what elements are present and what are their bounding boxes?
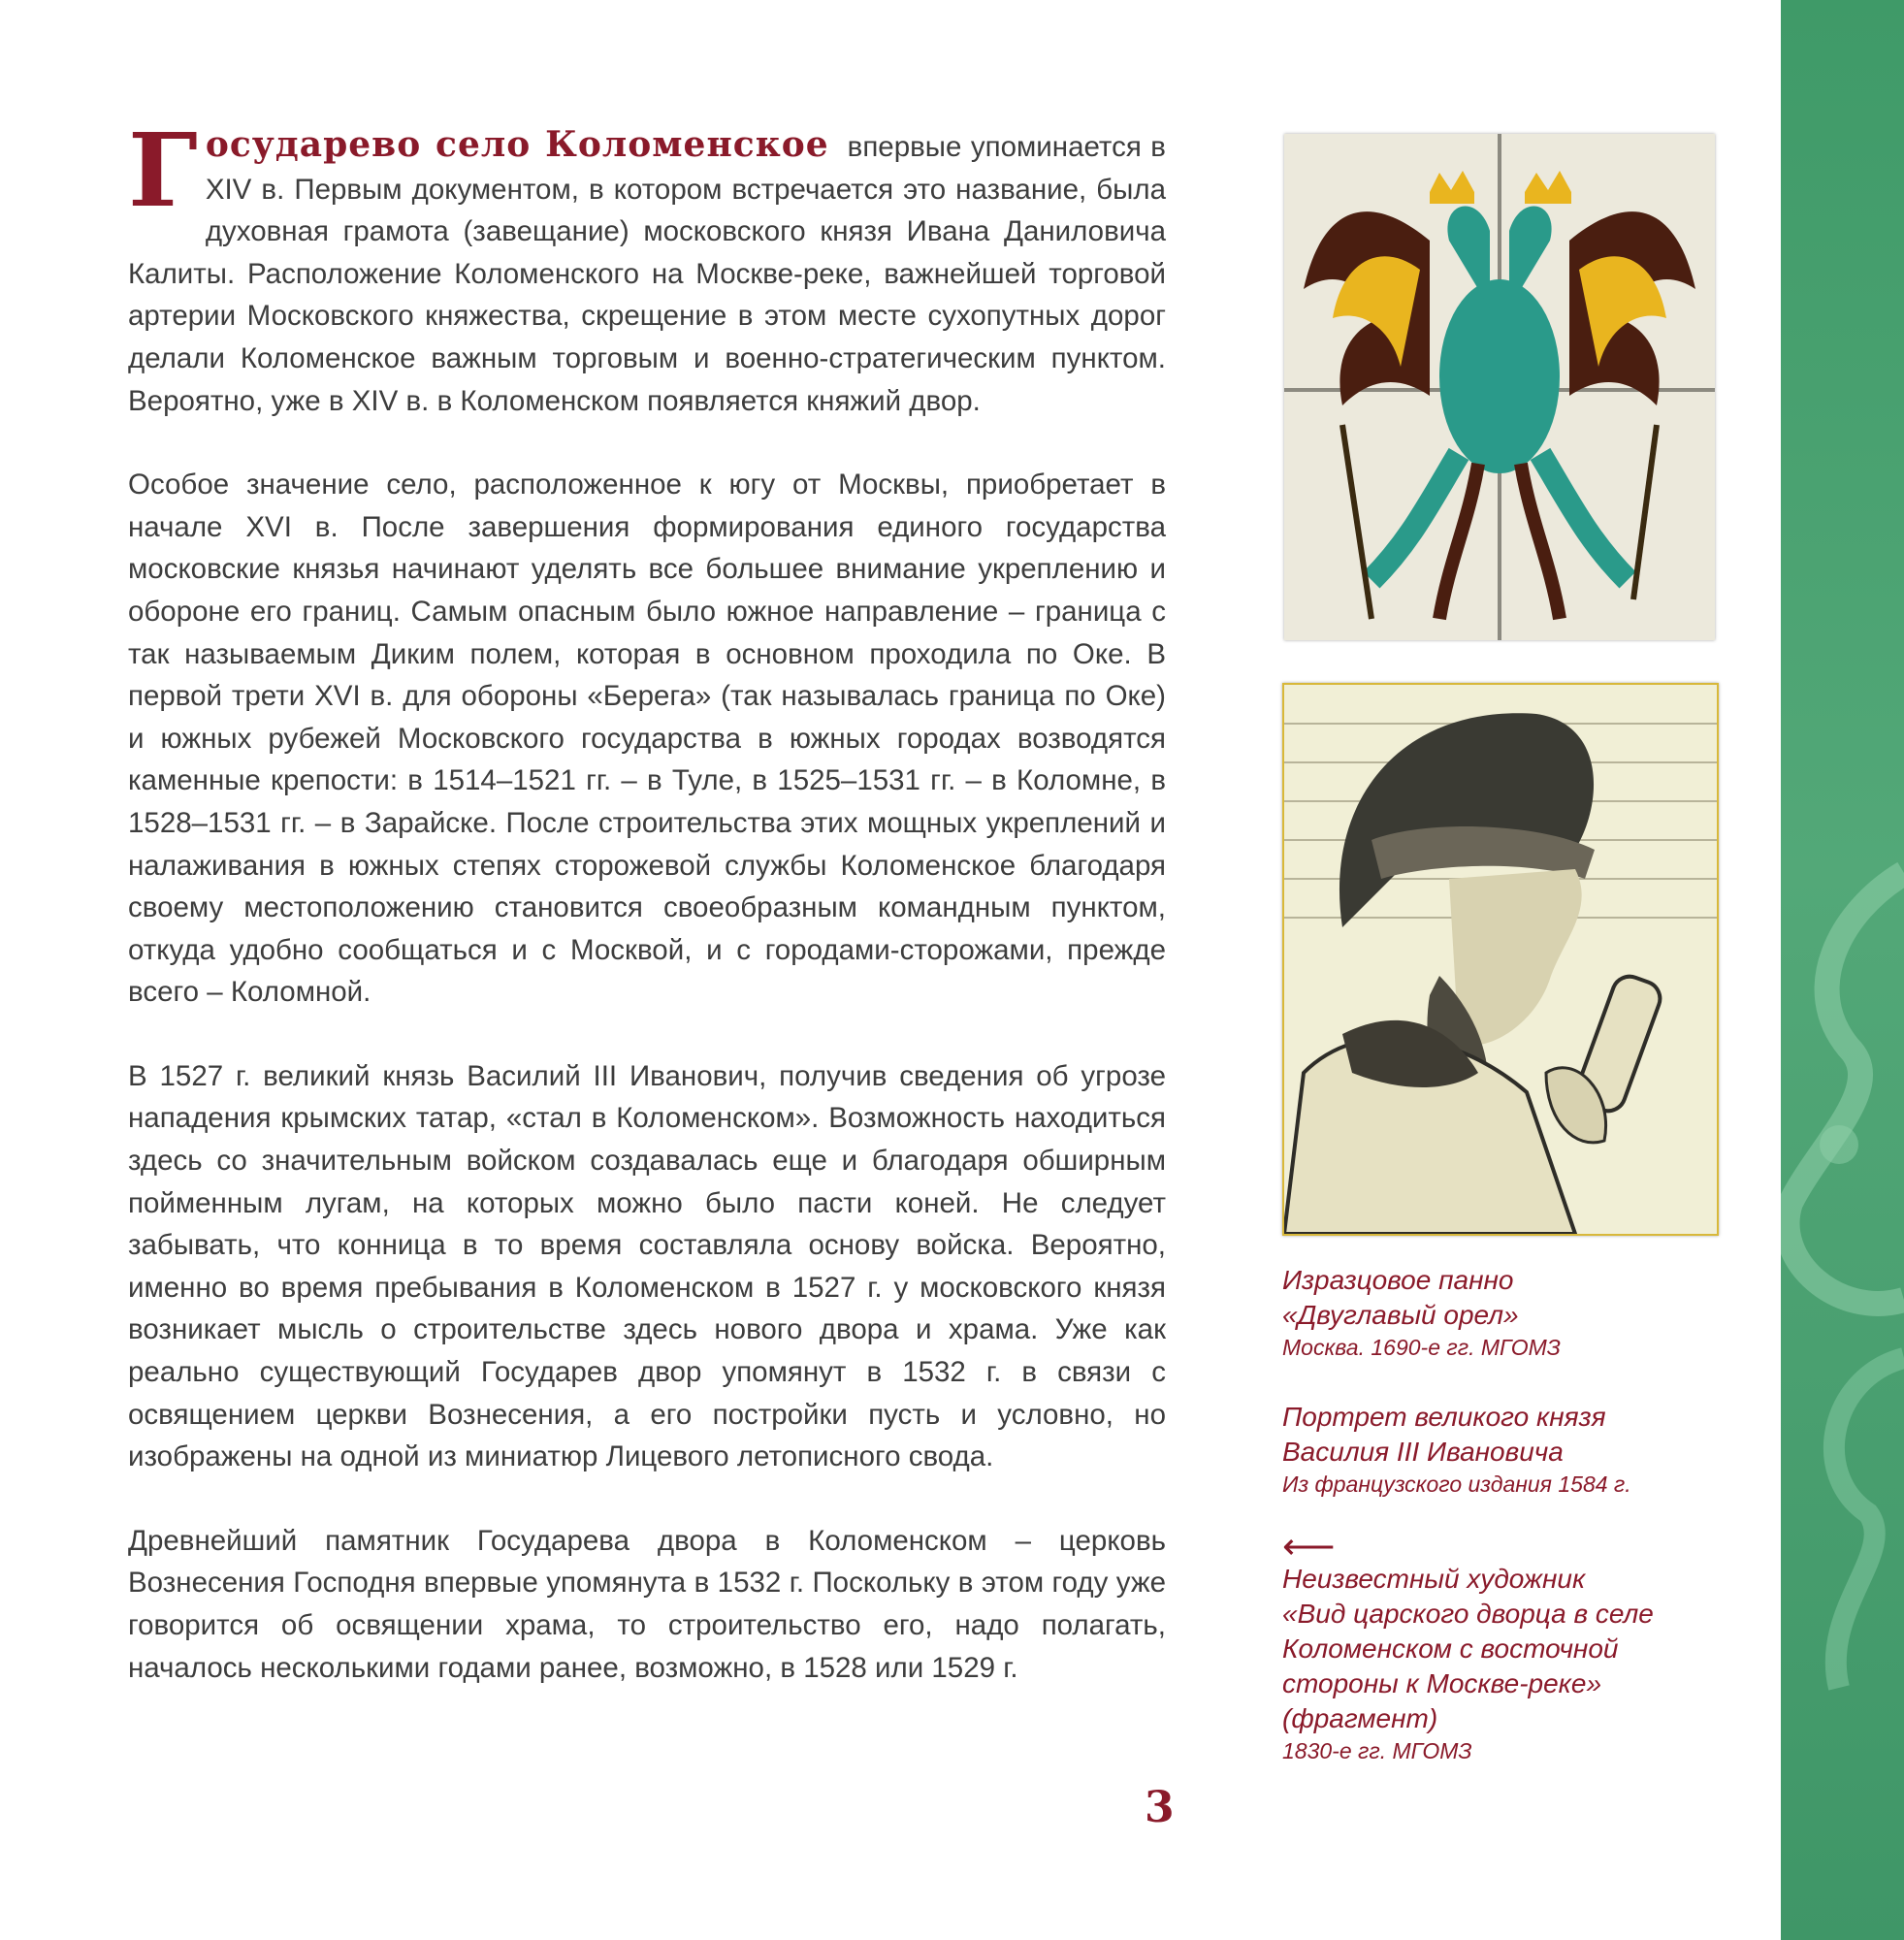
drop-cap: Г (128, 111, 198, 230)
page-number: 3 (1145, 1783, 1175, 1832)
lead-title: осударево село Коломенское (205, 124, 829, 165)
caption-1-title-line-1: Изразцовое панно (1282, 1265, 1514, 1295)
portrait-vasily-iii-image (1282, 683, 1719, 1236)
paragraph-1 (128, 111, 1166, 422)
ornament-icon (1781, 0, 1904, 1940)
caption-1-source: Москва. 1690-е гг. МГОМЗ (1282, 1335, 1561, 1360)
caption-2-title-line-1: Портрет великого князя (1282, 1402, 1606, 1432)
paragraph-2: Особое значение село, расположенное к югу от Москвы, приобретает в начале XVI в. После завершения формирования единого государства московские князья начинают уделять все большее внимание укреплению и обороне его границ. Самым опасным было южное направление – граница с так называемым Диким полем, которая в основном проходила по Оке. В первой трети XVI в. для обороны «Берега» (так называлась граница по Оке) и южных рубежей Московского государства в южных городах возводятся каменные крепости: в 1514–1521 гг. – в Туле, в 1525–1531 гг. – в Коломне, в 1528–1531 гг. – в Зарайске. После строительства этих мощных укреплений и налаживания в южных степях сторожевой службы Коломенское благодаря своему местоположению становится своеобразным командным пунктом, откуда удобно сообщаться и с Москвой, и с городами-сторожами, прежде всего – Коломной. (128, 469, 1166, 1009)
decorative-green-band (1781, 0, 1904, 1940)
caption-3-line-5: (фрагмент) (1282, 1703, 1438, 1733)
caption-3-line-4: стороны к Москве-реке» (1282, 1668, 1602, 1698)
arrow-left-icon: ⟵ (1282, 1527, 1336, 1568)
caption-tile-panel (1282, 1263, 1728, 1363)
caption-palace-view (1282, 1527, 1728, 1766)
caption-3-line-3: Коломенском с восточной (1282, 1633, 1619, 1664)
paragraph-3: В 1527 г. великий князь Василий III Иванович, получив сведения об угрозе нападения крымских татар, «стал в Коломенском». Возможность находиться здесь со значительным войском создавалась еще и благодаря обширным пойменным лугам, на которых можно было пасти коней. Не следует забывать, что конница в то время составляла основу войска. Вероятно, именно во время пребывания в Коломенском в 1527 г. у московского князя возникает мысль о строительстве здесь нового двора и храма. Уже как реально существующий Государев двор упомянут в 1532 г. в связи с освящением церкви Вознесения, а его постройки пусть и условно, но изображены на одной из миниатюр Лицевого летописного свода. (128, 1059, 1166, 1473)
paragraph-1-text: впервые упоминается в XIV в. Первым документом, в котором встречается это название, была духовная грамота (завещание) московского князя Ивана Даниловича Калиты. Расположение Коломенского на Москве-реке, важнейшей торговой артерии Московского княжества, скрещение в этом месте сухопутных дорог делали Коломенское важным торговым и военно-стратегическим пунктом. Вероятно, уже в XIV в. в Коломенском появляется княжий двор. (128, 131, 1166, 417)
caption-2-source: Из французского издания 1584 г. (1282, 1471, 1631, 1497)
caption-3-source: 1830-е гг. МГОМЗ (1282, 1738, 1472, 1763)
paragraph-4: Древнейший памятник Государева двора в Коломенском – церковь Вознесения Господня впервые упомянута в 1532 г. Поскольку в этом году уже говорится об освящении храма, то строительство его, надо полагать, началось несколькими годами ранее, возможно, в 1528 или 1529 г. (128, 1524, 1166, 1684)
caption-portrait (1282, 1400, 1728, 1500)
image-captions (1282, 1263, 1728, 1803)
caption-2-title-line-2: Василия III Ивановича (1282, 1437, 1564, 1467)
caption-1-title-line-2: «Двуглавый орел» (1282, 1300, 1519, 1330)
caption-3-line-1: Неизвестный художник (1282, 1564, 1586, 1594)
caption-3-line-2: «Вид царского дворца в селе (1282, 1599, 1654, 1629)
tile-panel-double-eagle-image (1284, 134, 1715, 640)
article-body (128, 111, 1166, 1730)
